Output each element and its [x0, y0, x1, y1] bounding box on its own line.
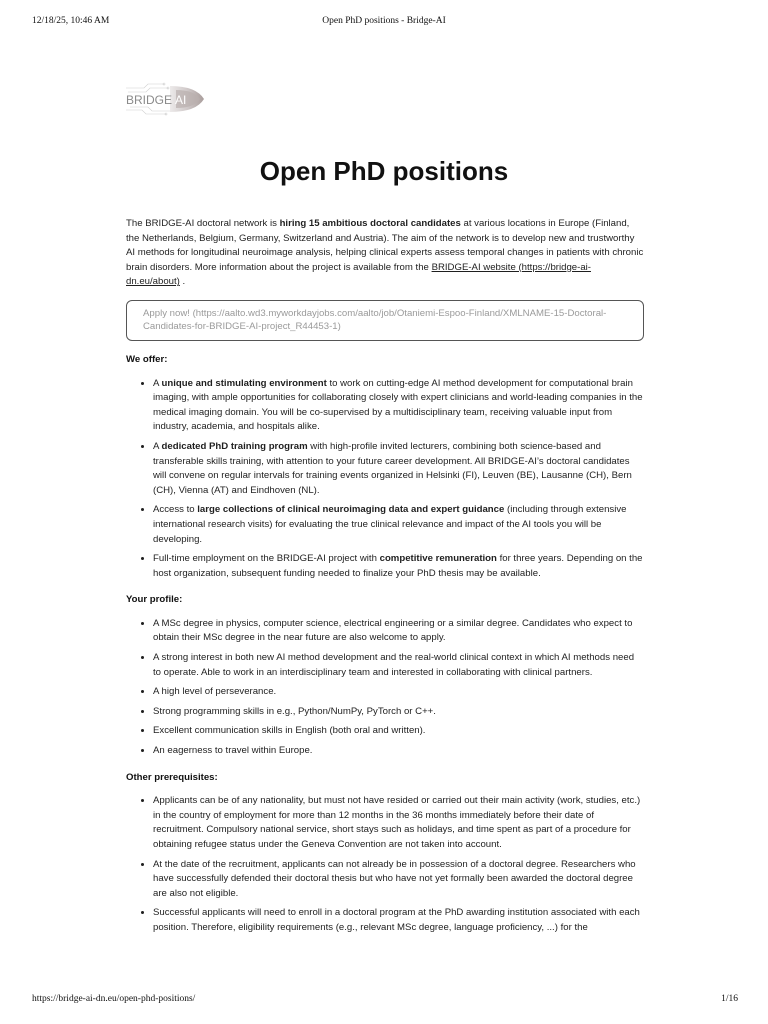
print-url: https://bridge-ai-dn.eu/open-phd-positions/: [32, 994, 196, 1004]
list-item: • A dedicated PhD training program with high-profile invited lecturers, combining both science-based and transferable skills training, with attention to your future career development. All BRIDGE-AI’s doctoral candidates will convene on regular intervals for training events organized in Helsinki (FI), Leuven (BE), Lausanne (CH), Bern (CH), Vienna (AT) and Eindhoven (NL).: [153, 439, 644, 498]
list-item: • Access to large collections of clinical neuroimaging data and expert guidance (including through extensive international research visits) for evaluating the true clinical relevance and impact of the AI tools you will be developing.: [153, 502, 644, 547]
your-profile-list: [126, 616, 644, 759]
print-page-title: Open PhD positions - Bridge-AI: [322, 16, 446, 26]
article-content: [126, 217, 644, 940]
your-profile-heading: Your profile:: [126, 594, 183, 606]
apply-now-label: Apply now! (https://aalto.wd3.myworkdayjobs.com/aalto/job/Otaniemi-Espoo-Finland/XMLNAME-15-Doctoral-Candidates-for-BRIDGE-AI-project_R44453-1): [143, 307, 607, 333]
list-item: • An eagerness to travel within Europe.: [153, 743, 644, 759]
other-prerequisites-heading: Other prerequisites:: [126, 771, 218, 783]
list-item: • A unique and stimulating environment to work on cutting-edge AI method development for computational brain imaging, with ample opportunities for collaborating closely with expert clinicians and world-leading companies in the medical imaging domain. You will be co-supervised by a multidisciplinary team, receiving valuable input from industry, academia, and hospitals alike.: [153, 376, 644, 435]
bridge-ai-website-link[interactable]: BRIDGE-AI website (https://bridge-ai-dn.eu/about): [126, 261, 591, 288]
intro-paragraph: The BRIDGE-AI doctoral network is hiring 15 ambitious doctoral candidates at various locations in Europe (Finland, the Netherlands, Belgium, Germany, Switzerland and Austria). The aim of the network is to develop new and trustworthy AI methods for longitudinal neuroimage analysis, helping clinical experts assess temporal changes in patients with chronic brain disorders. More information about the project is available from the BRIDGE-AI website (https://bridge-ai-dn.eu/about) .: [126, 218, 644, 288]
list-item: • At the date of the recruitment, applicants can not already be in possession of a doctoral degree. Researchers who have successfully defended their doctoral thesis but who have not yet formally been awarded the doctoral degree are also not eligible.: [153, 857, 644, 902]
page-title: Open PhD positions: [259, 156, 509, 186]
list-item: • Applicants can be of any nationality, but must not have resided or carried out their main activity (work, studies, etc.) in the country of employment for more than 12 months in the 36 months immediately before their date of recruitment. Compulsory national service, short stays such as holidays, and time spent as part of a procedure for obtaining refugee status under the Geneva Convention are not taken into account.: [153, 793, 644, 852]
apply-now-button[interactable]: [126, 300, 644, 341]
print-page-number: 1/16: [721, 994, 738, 1004]
list-item: • Strong programming skills in e.g., Python/NumPy, PyTorch or C++.: [153, 704, 644, 720]
list-item: • Successful applicants will need to enroll in a doctoral program at the PhD awarding institution associated with each position. Therefore, eligibility requirements (e.g., relevant MSc degree, language proficiency, ...) for the: [153, 905, 644, 935]
list-item: • A strong interest in both new AI method development and the real-world clinical context in which AI methods need to operate. Able to work in an interdisciplinary team and interested in collaborating with clinical partners.: [153, 650, 644, 680]
svg-text:AI: AI: [175, 93, 187, 107]
svg-text:BRIDGE: BRIDGE: [126, 93, 173, 107]
we-offer-heading: We offer:: [126, 353, 168, 365]
list-item: • A high level of perseverance.: [153, 684, 644, 700]
list-item: • A MSc degree in physics, computer science, electrical engineering or a similar degree. Candidates who expect to obtain their MSc degree in the near future are also welcome to apply.: [153, 616, 644, 646]
we-offer-list: [126, 376, 644, 582]
list-item: • Full-time employment on the BRIDGE-AI project with competitive remuneration for three years. Depending on the host organization, subsequent funding needed to finalize your PhD thesis may be available.: [153, 551, 644, 581]
other-prerequisites-list: [126, 793, 644, 935]
bridge-ai-logo[interactable]: [124, 80, 208, 118]
list-item: • Excellent communication skills in English (both oral and written).: [153, 723, 644, 739]
print-datetime: 12/18/25, 10:46 AM: [32, 16, 110, 26]
